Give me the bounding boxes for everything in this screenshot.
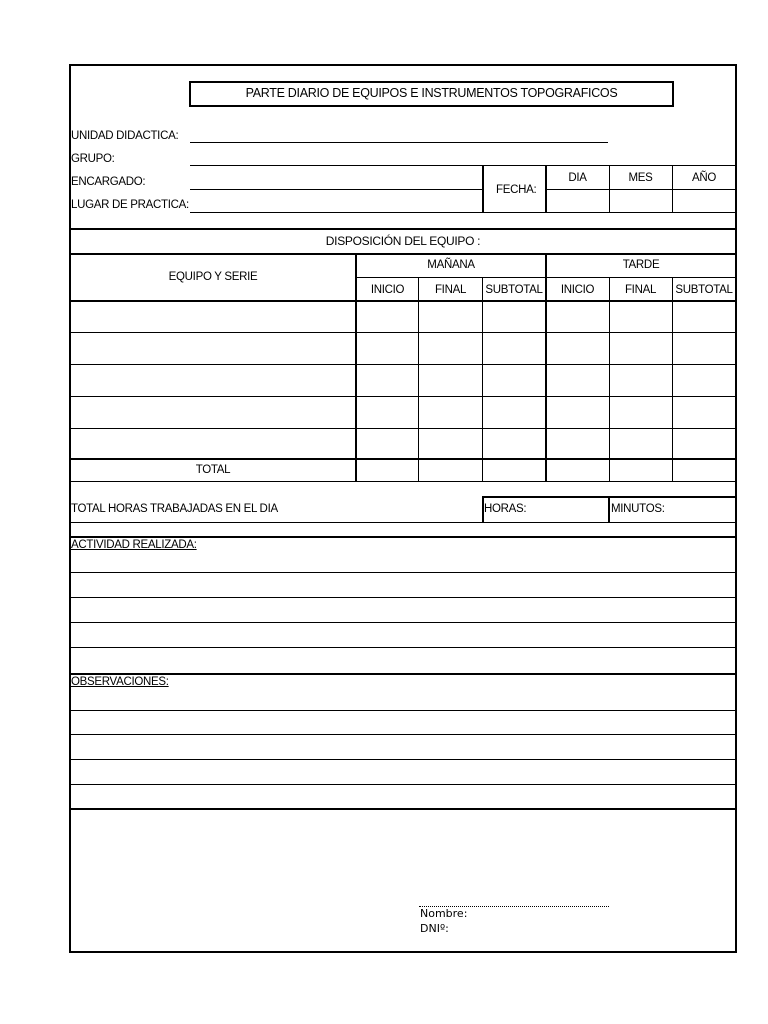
page-title: PARTE DIARIO DE EQUIPOS E INSTRUMENTOS TOPOGRAFICOS	[245, 86, 618, 100]
actividad-top-line	[70, 536, 736, 538]
anio-label: AÑO	[691, 172, 717, 184]
row-line-6	[70, 481, 736, 482]
equipo-serie-header: EQUIPO Y SERIE	[168, 271, 258, 283]
horas-mid-border	[608, 496, 610, 522]
total-horas-label: TOTAL HORAS TRABAJADAS EN EL DIA	[71, 503, 278, 515]
fecha-label: FECHA:	[496, 184, 537, 196]
nombre-label: Nombre:	[420, 907, 468, 920]
manana-inicio-header: INICIO	[370, 284, 405, 296]
horas-label: HORAS:	[484, 503, 527, 515]
row-line-3	[70, 396, 736, 397]
actividad-line-1	[70, 572, 736, 573]
disposicion-top-border	[70, 228, 736, 230]
observaciones-line-3	[70, 759, 736, 760]
actividad-line-3	[70, 622, 736, 623]
col-line-2	[418, 277, 419, 481]
horas-bottom-line	[70, 522, 736, 523]
manana-header: MAÑANA	[427, 259, 475, 271]
actividad-label: ACTIVIDAD REALIZADA:	[71, 539, 197, 551]
manana-subtotal-header: SUBTOTAL	[485, 284, 543, 296]
unidad-didactica-label: UNIDAD DIDACTICA:	[71, 130, 179, 142]
dni-label: DNIº:	[420, 922, 449, 935]
observaciones-label: OBSERVACIONES:	[71, 676, 169, 688]
encargado-field[interactable]	[190, 189, 482, 190]
observaciones-line-2	[70, 734, 736, 735]
tarde-subtotal-header: SUBTOTAL	[675, 284, 733, 296]
dia-label: DIA	[568, 172, 587, 184]
manana-final-header: FINAL	[434, 284, 467, 296]
observaciones-line-1	[70, 710, 736, 711]
unidad-didactica-field[interactable]	[190, 142, 608, 143]
actividad-line-2	[70, 597, 736, 598]
grupo-label: GRUPO:	[71, 153, 115, 165]
row-line-0	[70, 300, 736, 302]
col-line-4	[545, 253, 547, 481]
col-line-6	[672, 277, 673, 481]
row-line-2	[70, 364, 736, 365]
grupo-field[interactable]	[190, 165, 736, 166]
disposicion-header-line	[70, 253, 736, 255]
fecha-mid-line	[546, 189, 736, 190]
disposicion-title: DISPOSICIÓN DEL EQUIPO :	[325, 234, 481, 248]
mes-label: MES	[628, 172, 653, 184]
col-line-3	[482, 277, 483, 481]
tarde-header: TARDE	[622, 259, 660, 271]
lugar-practica-label: LUGAR DE PRACTICA:	[71, 199, 189, 211]
row-line-5	[70, 458, 736, 460]
fecha-left-border	[482, 165, 484, 213]
actividad-line-4	[70, 647, 736, 648]
minutos-label: MINUTOS:	[611, 503, 665, 515]
col-line-1	[355, 253, 357, 481]
lugar-practica-field[interactable]	[190, 212, 736, 213]
tarde-inicio-header: INICIO	[560, 284, 595, 296]
total-label: TOTAL	[195, 464, 231, 476]
observaciones-line-4	[70, 784, 736, 785]
tarde-final-header: FINAL	[624, 284, 657, 296]
col-line-5	[609, 277, 610, 481]
observaciones-top-line	[70, 673, 736, 675]
encargado-label: ENCARGADO:	[71, 176, 146, 188]
observaciones-bottom-line	[70, 808, 736, 810]
row-line-4	[70, 428, 736, 429]
row-line-1	[70, 332, 736, 333]
